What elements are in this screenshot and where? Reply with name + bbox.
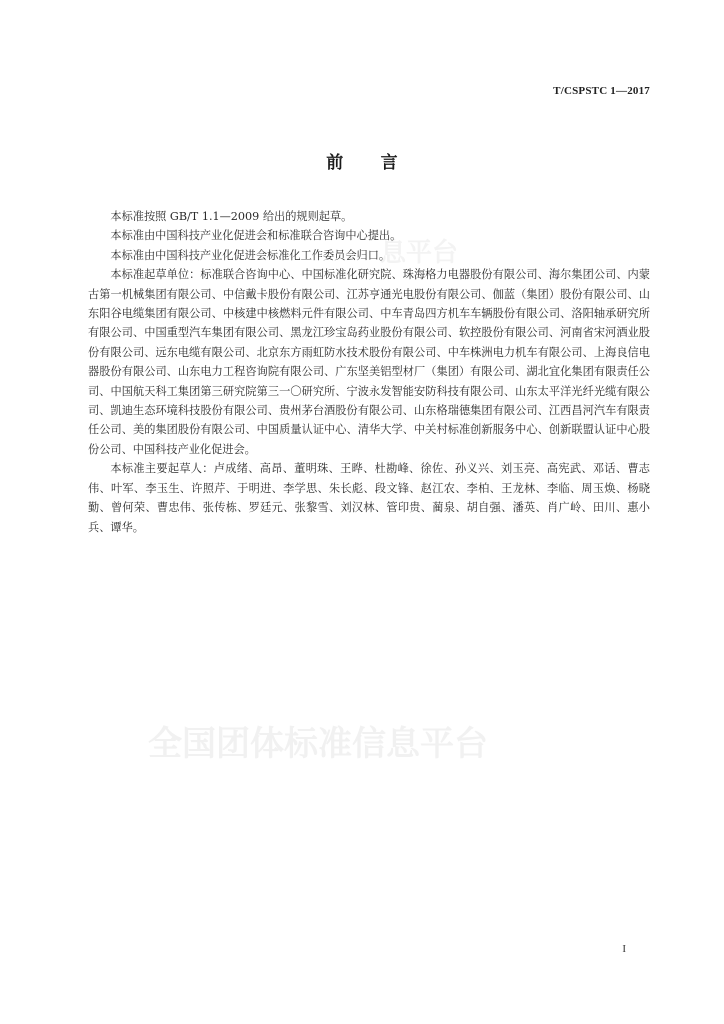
paragraph-drafting-organizations: 本标准起草单位：标准联合咨询中心、中国标准化研究院、珠海格力电器股份有限公司、海尔集团公司、内蒙古第一机械集团有限公司、中信戴卡股份有限公司、江苏亨通光电股份有限公司、伽蓝（集团）股份有限公司、山东阳谷电缆集团有限公司、中核建中核燃料元件有限公司、中车青岛四方机车车辆股份有限公司、洛阳轴承研究所有限公司、中国重型汽车集团有限公司、黑龙江珍宝岛药业股份有限公司、软控股份有限公司、河南省宋河酒业股份有限公司、远东电缆有限公司、北京东方雨虹防水技术股份有限公司、中车株洲电力机车有限公司、上海良信电器股份有限公司、山东电力工程咨询院有限公司、广东坚美铝型材厂（集团）有限公司、湖北宜化集团有限责任公司、中国航天科工集团第三研究院第三一〇研究所、宁波永发智能安防科技有限公司、山东太平洋光纤光缆有限公司、凯迪生态环境科技股份有限公司、贵州茅台酒股份有限公司、山东格瑞德集团有限公司、江西昌河汽车有限责任公司、美的集团股份有限公司、中国质量认证中心、清华大学、中关村标准创新服务中心、创新联盟认证中心股份公司、中国科技产业化促进会。 bbox=[88, 268, 650, 456]
paragraph-jurisdiction: 本标准由中国科技产业化促进会标准化工作委员会归口。 bbox=[110, 248, 391, 262]
paragraph-proposer: 本标准由中国科技产业化促进会和标准联合咨询中心提出。 bbox=[110, 229, 402, 243]
page-number: I bbox=[622, 943, 626, 955]
paragraph-drafting-rules: 本标准按照 GB/T 1.1—2009 给出的规则起草。 bbox=[110, 210, 353, 223]
standard-code: T/CSPSTC 1—2017 bbox=[553, 85, 650, 97]
paragraph-main-drafters: 本标准主要起草人：卢成绪、高昂、董明珠、王晔、杜勘峰、徐佐、孙义兴、刘玉亮、高宪武、邓话、曹志伟、叶军、李玉生、许照芹、于明进、李学思、朱长彪、段文锋、赵江农、李柏、王龙林、李临、周玉焕、杨晓勤、曾何荣、曹忠伟、张传栋、罗廷元、张黎雪、刘汉林、管印贵、蔺泉、胡自强、潘英、肖广岭、田川、惠小兵、谭华。 bbox=[88, 462, 650, 534]
watermark-fragment: 息平台 bbox=[380, 238, 459, 268]
page-title: 前言 bbox=[326, 153, 436, 173]
foreword-body bbox=[88, 207, 650, 537]
watermark: 全国团体标准信息平台 bbox=[148, 724, 488, 764]
